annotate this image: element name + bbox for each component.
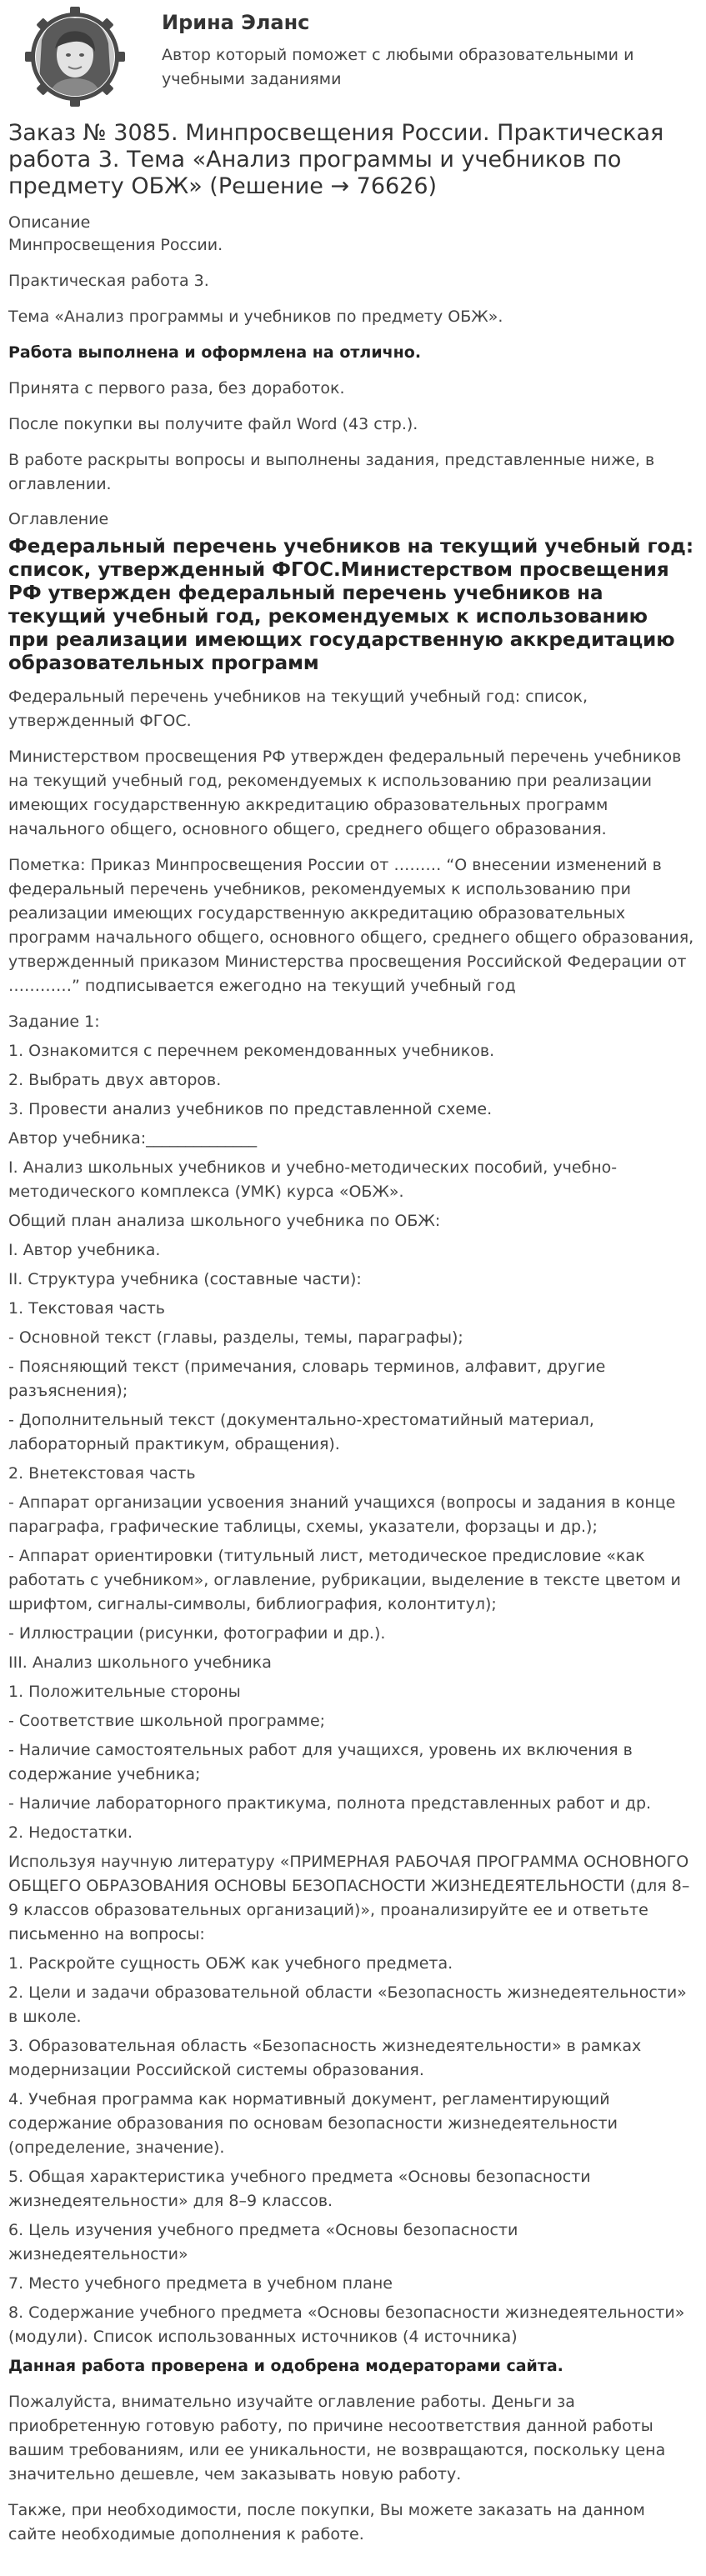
- description-section: [8, 212, 694, 497]
- toc-paragraph: - Наличие самостоятельных работ для учащихся, уровень их включения в содержание учебника;: [8, 1741, 633, 1783]
- author-block: [8, 0, 694, 108]
- toc-paragraph: Федеральный перечень учебников на текущий учебный год: список, утвержденный ФГОС.: [8, 688, 588, 730]
- toc-paragraph: 2. Выбрать двух авторов.: [8, 1071, 222, 1089]
- refund-notice: Пожалуйста, внимательно изучайте оглавление работы. Деньги за приобретенную готовую работу, по причине несоответствия данной работы вашим требованиям, или ее уникальности, не возвращаются, поскольку цена значительно дешевле, чем заказывать новую работу.: [8, 2393, 666, 2483]
- author-info: [142, 7, 662, 92]
- toc-paragraph: - Основной текст (главы, разделы, темы, параграфы);: [8, 1328, 463, 1347]
- toc-paragraph: III. Анализ школьного учебника: [8, 1653, 272, 1672]
- toc-paragraph: Используя научную литературу «ПРИМЕРНАЯ РАБОЧАЯ ПРОГРАММА ОСНОВНОГО ОБЩЕГО ОБРАЗОВАНИЯ ОСНОВЫ БЕЗОПАСНОСТИ ЖИЗНЕДЕЯТЕЛЬНОСТИ (для 8–9 классов образовательных организаций)», проанализируйте ее и ответьте письменно на вопросы:: [8, 1853, 690, 1943]
- description-intro: Минпросвещения России.: [8, 236, 223, 254]
- author-avatar-icon[interactable]: [25, 7, 125, 107]
- toc-paragraph: - Аппарат организации усвоения знаний учащихся (вопросы и задания в конце параграфа, графические таблицы, схемы, указатели, форзацы и др.);: [8, 1493, 676, 1536]
- toc-paragraph: Задание 1:: [8, 1013, 100, 1031]
- toc-paragraph: I. Анализ школьных учебников и учебно-методических пособий, учебно-методического комплекса (УМК) курса «ОБЖ».: [8, 1158, 618, 1201]
- quality-note: Работа выполнена и оформлена на отлично.: [8, 343, 422, 362]
- author-description: Автор который поможет с любыми образовательными и учебными заданиями: [162, 46, 634, 88]
- toc-paragraph: - Иллюстрации (рисунки, фотографии и др.).: [8, 1624, 386, 1643]
- description-paragraph: Практическая работа 3.: [8, 272, 209, 290]
- description-paragraph: Принята с первого раза, без доработок.: [8, 379, 345, 398]
- toc-paragraph: 2. Недостатки.: [8, 1823, 133, 1842]
- toc-paragraph-list: [8, 685, 694, 2349]
- toc-paragraph: 3. Провести анализ учебников по представленной схеме.: [8, 1100, 493, 1118]
- toc-paragraph: 4. Учебная программа как нормативный документ, регламентирующий содержание образования по основам безопасности жизнедеятельности (определение, значение).: [8, 2090, 618, 2157]
- toc-paragraph: - Поясняющий текст (примечания, словарь терминов, алфавит, другие разъяснения);: [8, 1358, 606, 1400]
- toc-paragraph: 1. Текстовая часть: [8, 1299, 165, 1318]
- order-title: Заказ № 3085. Минпросвещения России. Практическая работа 3. Тема «Анализ программы и учебников по предмету ОБЖ» (Решение → 76626): [8, 120, 664, 199]
- toc-paragraph: - Аппарат ориентировки (титульный лист, методическое предисловие «как работать с учебником», оглавление, рубрикации, выделение в тексте цветом и шрифтом, сигналы-символы, библиография, колонтитул);: [8, 1547, 681, 1613]
- toc-paragraph: 8. Содержание учебного предмета «Основы безопасности жизнедеятельности» (модули). Список использованных источников (4 источника): [8, 2303, 685, 2346]
- description-label: Описание: [8, 213, 91, 232]
- toc-paragraph: 6. Цель изучения учебного предмета «Основы безопасности жизнедеятельности»: [8, 2221, 518, 2263]
- toc-paragraph: Автор учебника:______________: [8, 1129, 258, 1148]
- author-name[interactable]: Ирина Эланс: [162, 11, 310, 34]
- toc-paragraph: 7. Место учебного предмета в учебном плане: [8, 2274, 393, 2293]
- toc-paragraph: - Наличие лабораторного практикума, полнота представленных работ и др.: [8, 1794, 652, 1813]
- toc-paragraph: Общий план анализа школьного учебника по ОБЖ:: [8, 1212, 441, 1230]
- footer-section: [8, 2354, 694, 2547]
- toc-paragraph: I. Автор учебника.: [8, 1241, 161, 1259]
- toc-paragraph: Пометка: Приказ Минпросвещения России от ……… “О внесении изменений в федеральный перечень учебников, рекомендуемых к использованию при реализации имеющих государственную аккредитацию образовательных программ начального общего, основного общего, среднего общего образования, утвержденный приказом Министерства просвещения Российской Федерации от …………” подписывается ежегодно на текущий учебный год: [8, 856, 694, 995]
- toc-paragraph: 2. Цели и задачи образовательной области «Безопасность жизнедеятельности» в школе.: [8, 1983, 687, 2026]
- toc-paragraph: 1. Раскройте сущность ОБЖ как учебного предмета.: [8, 1954, 453, 1973]
- toc-paragraph: 1. Положительные стороны: [8, 1683, 241, 1701]
- description-paragraph: Тема «Анализ программы и учебников по предмету ОБЖ».: [8, 308, 503, 326]
- toc-paragraph: 2. Внетекстовая часть: [8, 1464, 196, 1483]
- avatar-frame: [8, 7, 142, 108]
- toc-paragraph: - Дополнительный текст (документально-хрестоматийный материал, лабораторный практикум, обращения).: [8, 1411, 594, 1453]
- extras-notice: Также, при необходимости, после покупки, Вы можете заказать на данном сайте необходимые дополнения к работе.: [8, 2501, 645, 2543]
- toc-paragraph: - Соответствие школьной программе;: [8, 1712, 326, 1730]
- toc-section: [8, 508, 694, 2349]
- toc-paragraph: 1. Ознакомится с перечнем рекомендованных учебников.: [8, 1042, 495, 1060]
- description-paragraph: После покупки вы получите файл Word (43 стр.).: [8, 415, 418, 433]
- toc-paragraph: Министерством просвещения РФ утвержден федеральный перечень учебников на текущий учебный год, рекомендуемых к использованию при реализации имеющих государственную аккредитацию образовательных программ начального общего, основного общего, среднего общего образования.: [8, 748, 682, 838]
- moderation-approved-note: Данная работа проверена и одобрена модераторами сайта.: [8, 2357, 563, 2375]
- toc-paragraph: 3. Образовательная область «Безопасность жизнедеятельности» в рамках модернизации Российской системы образования.: [8, 2037, 642, 2079]
- toc-paragraph: 5. Общая характеристика учебного предмета «Основы безопасности жизнедеятельности» для 8–9 классов.: [8, 2168, 591, 2210]
- description-paragraph: В работе раскрыты вопросы и выполнены задания, представленные ниже, в оглавлении.: [8, 451, 655, 493]
- toc-label: Оглавление: [8, 510, 109, 528]
- toc-paragraph: II. Структура учебника (составные части):: [8, 1270, 362, 1288]
- toc-heading: Федеральный перечень учебников на текущий учебный год: список, утвержденный ФГОС.Министерством просвещения РФ утвержден федеральный перечень учебников на текущий учебный год, рекомендуемых к использованию при реализации имеющих государственную аккредитацию образовательных программ: [8, 536, 694, 674]
